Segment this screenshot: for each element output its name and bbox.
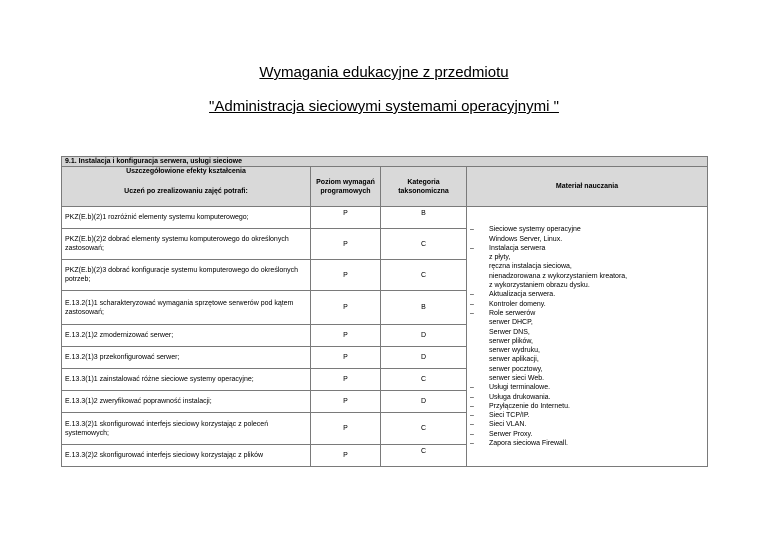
list-item: – Sieci TCP/IP. bbox=[470, 412, 530, 420]
category-cell: D bbox=[381, 391, 467, 413]
level-cell: P bbox=[311, 291, 381, 325]
requirements-table bbox=[61, 156, 708, 467]
list-item: – Aktualizacja serwera. bbox=[470, 291, 556, 299]
effect-cell: E.13.3(1)2 zweryfikować poprawność instalacji; bbox=[62, 391, 311, 413]
list-item: serwer wydruku, bbox=[489, 347, 540, 355]
list-item: – Kontroler domeny. bbox=[470, 300, 546, 308]
category-cell: B bbox=[381, 291, 467, 325]
category-cell: C bbox=[381, 260, 467, 291]
level-header: Poziom wymagań programowych bbox=[311, 167, 381, 207]
list-item: – Instalacja serwera bbox=[470, 244, 546, 252]
material-cell bbox=[467, 207, 708, 467]
list-item: serwer plików, bbox=[489, 337, 533, 345]
level-cell: P bbox=[311, 260, 381, 291]
category-cell: B bbox=[381, 207, 467, 229]
list-item: serwer aplikacji, bbox=[489, 356, 539, 364]
list-item: – Sieciowe systemy operacyjne bbox=[470, 226, 581, 234]
document-title: Wymagania edukacyjne z przedmiotu bbox=[259, 64, 509, 81]
level-cell: P bbox=[311, 229, 381, 260]
list-item: – Sieci VLAN. bbox=[470, 421, 527, 429]
list-item: – Zapora sieciowa Firewall. bbox=[470, 440, 568, 448]
category-cell: C bbox=[381, 229, 467, 260]
level-cell: P bbox=[311, 413, 381, 445]
list-item: – Usługa drukowania. bbox=[470, 393, 551, 401]
effects-header bbox=[62, 167, 311, 207]
level-cell: P bbox=[311, 207, 381, 229]
level-cell: P bbox=[311, 347, 381, 369]
category-cell: C bbox=[381, 369, 467, 391]
list-item: z wykorzystaniem obrazu dysku. bbox=[489, 282, 590, 290]
table-row bbox=[62, 207, 708, 229]
list-item: serwer pocztowy, bbox=[489, 365, 543, 373]
list-item: z płyty, bbox=[489, 254, 511, 262]
list-item: Serwer DNS, bbox=[489, 328, 530, 336]
level-cell: P bbox=[311, 391, 381, 413]
effect-cell: E.13.2(1)1 scharakteryzować wymagania sprzętowe serwerów pod kątem zastosowań; bbox=[62, 291, 311, 325]
list-item: Windows Server, Linux. bbox=[489, 235, 563, 243]
level-cell: P bbox=[311, 445, 381, 467]
effect-cell: PKZ(E.b)(2)3 dobrać konfiguracje systemu komputerowego do określonych potrzeb; bbox=[62, 260, 311, 291]
effect-cell: E.13.2(1)2 zmodernizować serwer; bbox=[62, 325, 311, 347]
list-item: – Role serwerów bbox=[470, 309, 536, 317]
level-cell: P bbox=[311, 369, 381, 391]
category-cell: D bbox=[381, 347, 467, 369]
effects-header-title: Uszczegółowione efekty kształcenia bbox=[126, 168, 246, 176]
list-item: nienadzorowana z wykorzystaniem kreatora, bbox=[489, 272, 628, 280]
list-item: ręczna instalacja sieciowa, bbox=[489, 263, 572, 271]
effect-cell: PKZ(E.b)(2)1 rozróżnić elementy systemu komputerowego; bbox=[62, 207, 311, 229]
effect-cell: E.13.3(1)1 zainstalować różne sieciowe systemy operacyjne; bbox=[62, 369, 311, 391]
category-cell: D bbox=[381, 325, 467, 347]
list-item: – Usługi terminalowe. bbox=[470, 384, 551, 392]
section-title: 9.1. Instalacja i konfiguracja serwera, usługi sieciowe bbox=[62, 157, 708, 167]
level-cell: P bbox=[311, 325, 381, 347]
category-header: Kategoria taksonomiczna bbox=[381, 167, 467, 207]
category-cell: C bbox=[381, 413, 467, 445]
effects-header-subtitle: Uczeń po zrealizowaniu zajęć potrafi: bbox=[124, 187, 248, 195]
material-header: Materiał nauczania bbox=[467, 167, 708, 207]
material-list bbox=[470, 225, 704, 448]
effect-cell: PKZ(E.b)(2)2 dobrać elementy systemu komputerowego do określonych zastosowań; bbox=[62, 229, 311, 260]
list-item: serwer sieci Web. bbox=[489, 374, 545, 382]
list-item: – Serwer Proxy. bbox=[470, 430, 533, 438]
course-name: "Administracja sieciowymi systemami operacyjnymi " bbox=[209, 98, 559, 115]
list-item: – Przyłączenie do Internetu. bbox=[470, 402, 570, 410]
category-cell: C bbox=[381, 445, 467, 467]
effect-cell: E.13.3(2)1 skonfigurować interfejs sieciowy korzystając z poleceń systemowych; bbox=[62, 413, 311, 445]
effect-cell: E.13.3(2)2 skonfigurować interfejs sieciowy korzystając z plików bbox=[62, 445, 311, 467]
effect-cell: E.13.2(1)3 przekonfigurować serwer; bbox=[62, 347, 311, 369]
list-item: serwer DHCP, bbox=[489, 319, 533, 327]
